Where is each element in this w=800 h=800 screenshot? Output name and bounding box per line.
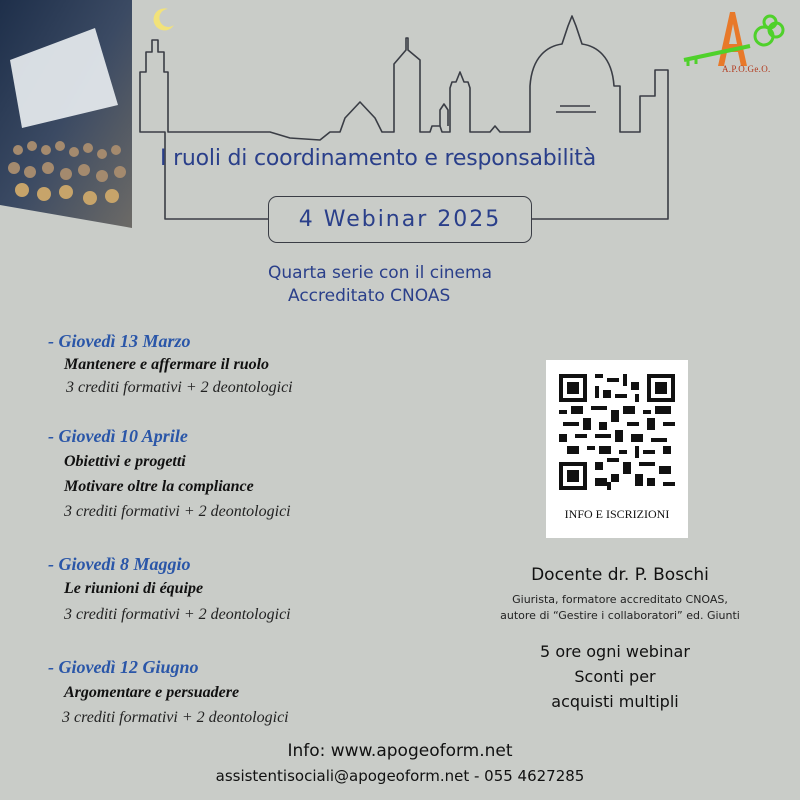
session-credits: 3 crediti formativi + 2 deontologici <box>62 709 289 726</box>
subtitle-series: Quarta serie con il cinema <box>268 263 492 283</box>
session-topic: Motivare oltre la compliance <box>64 478 254 495</box>
qr-code-icon[interactable] <box>559 374 675 490</box>
hours-info: 5 ore ogni webinar <box>540 642 690 661</box>
logo-text: A.P.O.Ge.O. <box>722 64 771 74</box>
page-title: I ruoli di coordinamento e responsabilità <box>160 146 596 171</box>
session-topic: Le riunioni di équipe <box>64 580 204 597</box>
session-credits: 3 crediti formativi + 2 deontologici <box>64 606 291 623</box>
qr-code-card[interactable] <box>546 360 688 538</box>
session-topic: Argomentare e persuadere <box>64 684 240 701</box>
session-credits: 3 crediti formativi + 2 deontologici <box>66 379 293 396</box>
session-topic: Obiettivi e progetti <box>64 453 186 470</box>
session-date: - Giovedì 12 Giugno <box>48 657 199 677</box>
session-date: - Giovedì 13 Marzo <box>48 331 191 351</box>
email-phone-contact[interactable]: assistentisociali@apogeoform.net - 055 4627285 <box>215 767 585 785</box>
teacher-bio: autore di “Gestire i collaboratori” ed. Giunti <box>500 609 740 622</box>
teacher-bio: Giurista, formatore accreditato CNOAS, <box>512 593 728 606</box>
website-link[interactable]: Info: www.apogeoform.net <box>287 741 513 761</box>
subtitle-accreditation: Accreditato CNOAS <box>288 286 451 306</box>
session-date: - Giovedì 10 Aprile <box>48 426 188 446</box>
qr-label: INFO E ISCRIZIONI <box>564 507 670 521</box>
session-credits: 3 crediti formativi + 2 deontologici <box>64 503 291 520</box>
session-topic: Mantenere e affermare il ruolo <box>64 356 270 373</box>
discount-info: Sconti per <box>574 667 656 686</box>
webinar-count-badge: 4 Webinar 2025 <box>268 196 532 243</box>
discount-info: acquisti multipli <box>551 692 679 711</box>
session-date: - Giovedì 8 Maggio <box>48 554 191 574</box>
teacher-name: Docente dr. P. Boschi <box>531 565 709 585</box>
